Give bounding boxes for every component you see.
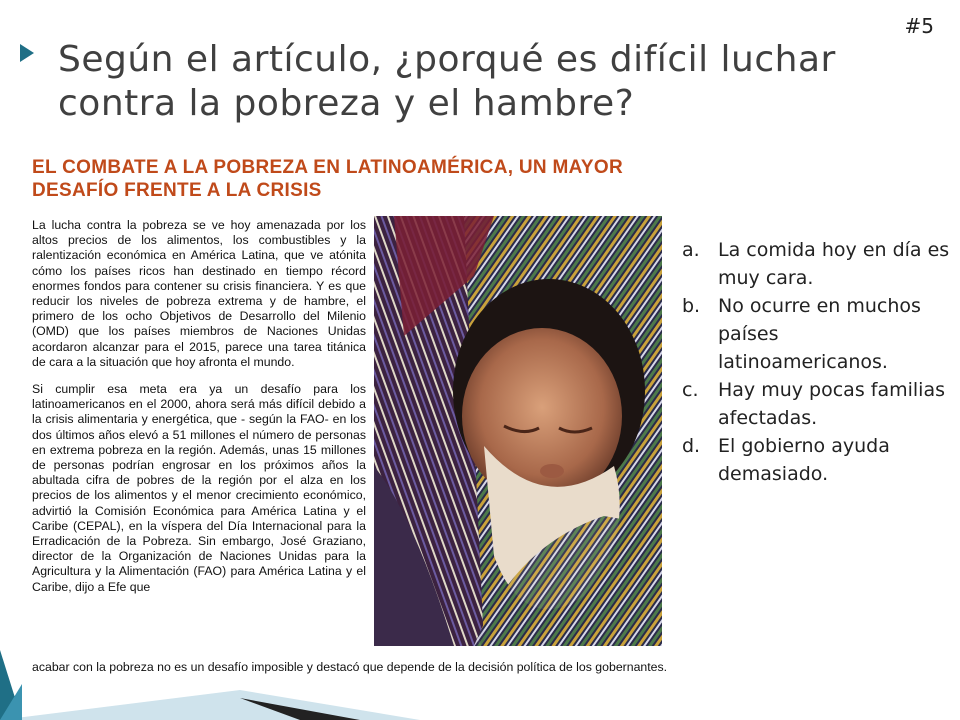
article-headline: EL COMBATE A LA POBREZA EN LATINOAMÉRICA, UN MAYOR DESAFÍO FRENTE A LA CRISIS (32, 157, 623, 201)
answer-option-c[interactable] (682, 376, 954, 432)
article-body (32, 218, 366, 607)
answer-list (682, 236, 954, 488)
article-photo (374, 216, 662, 646)
answer-letter: b. (682, 295, 701, 317)
article-paragraph-2: Si cumplir esa meta era ya un desafío para los latinoamericanos en el 2000, ahora será más difícil debido a la crisis alimentaria y energética, que - según la FAO- en los dos últimos años elevó a 51 millones el número de personas en extrema pobreza en la región. Además, unas 15 millones de personas podrían engrosar en los próximos años la abultada cifra de pobres de la región por el alza en los precios de los alimentos y el menor crecimiento económico, advirtió la Comisión Económica para América Latina y el Caribe (CEPAL), en la víspera del Día Internacional para la Erradicación de la Pobreza. Sin embargo, José Graziano, director de la Organización de Naciones Unidas para la Agricultura y la Alimentación (FAO) para América Latina y el Caribe, dijo a Efe que (32, 382, 366, 594)
answer-option-d[interactable] (682, 432, 954, 488)
slide-title: Según el artículo, ¿porqué es difícil luchar contra la pobreza y el hambre? (58, 39, 836, 124)
answer-option-b[interactable] (682, 292, 954, 376)
answer-option-a[interactable] (682, 236, 954, 292)
slide-number: #5 (904, 14, 934, 38)
sleeping-child-photo (374, 216, 662, 646)
title-bullet-icon (20, 44, 34, 62)
answer-text: No ocurre en muchos países latinoamericanos. (718, 295, 921, 373)
answer-text: La comida hoy en día es muy cara. (718, 239, 950, 289)
answer-text: El gobierno ayuda demasiado. (718, 435, 890, 485)
article-paragraph-1: La lucha contra la pobreza se ve hoy amenazada por los altos precios de los alimentos, los combustibles y la ralentización económica en América Latina, que ve atónita cómo los países ricos han destinado en tiempo récord enormes fondos para contener su crisis financiera. Y es que reducir los niveles de pobreza extrema y de hambre, el primero de los ocho Objetivos de Desarrollo del Milenio (OMD) que los países miembros de Naciones Unidas acordaron alcanzar para el 2015, parece una tarea titánica de cara a la situación que hoy afronta el mundo. (32, 218, 366, 369)
decorative-corner-graphic (0, 630, 960, 720)
answer-text: Hay muy pocas familias afectadas. (718, 379, 945, 429)
article-tail: acabar con la pobreza no es un desafío imposible y destacó que depende de la decisión política de los gobernantes. (32, 660, 668, 674)
answer-letter: a. (682, 239, 700, 261)
answer-letter: d. (682, 435, 701, 457)
answer-letter: c. (682, 379, 699, 401)
article-clipping (24, 150, 680, 696)
